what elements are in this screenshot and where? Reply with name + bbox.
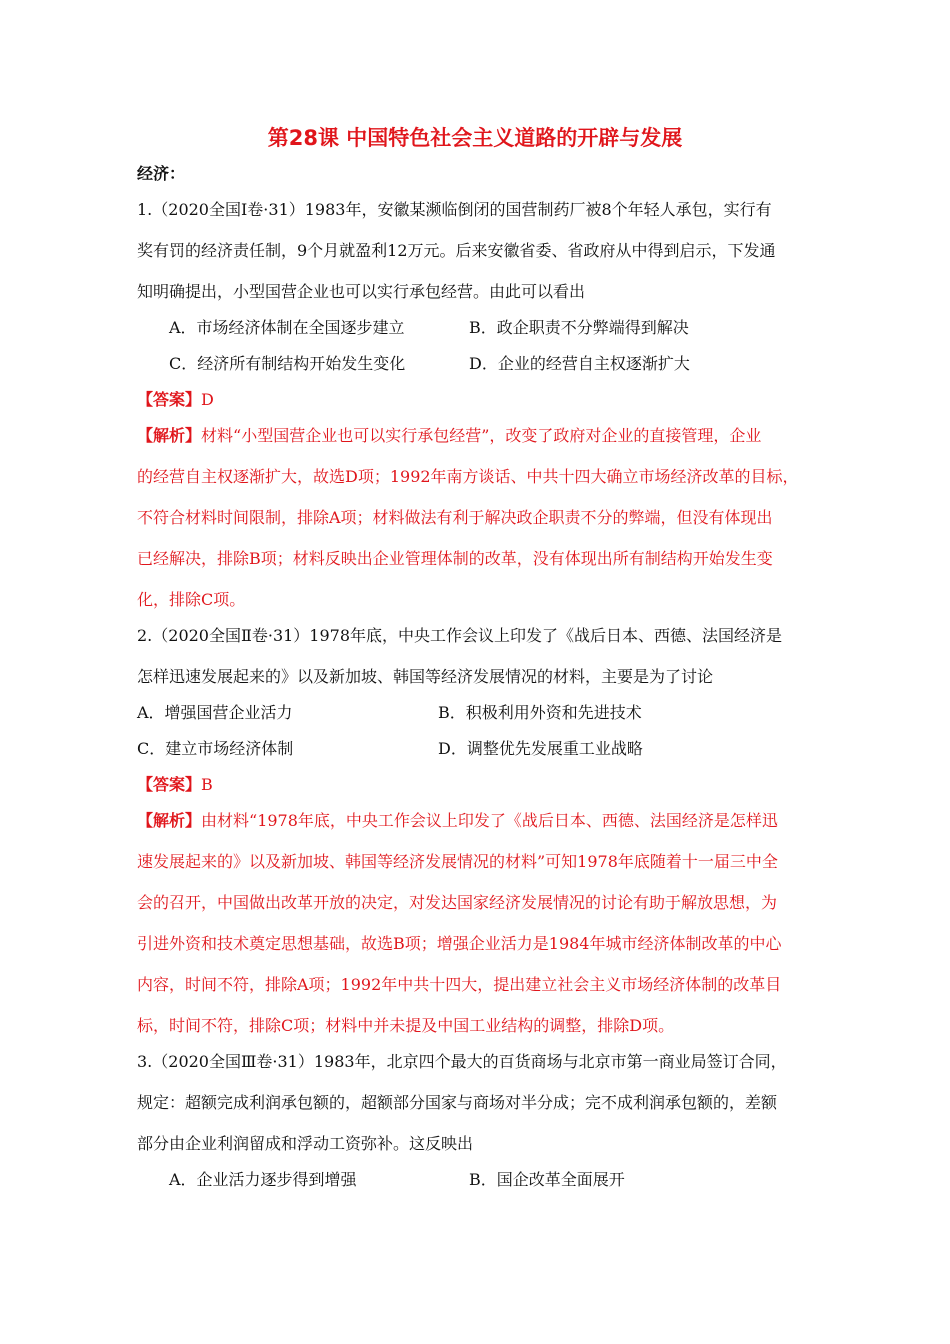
question-2-analysis-line-4: 引进外资和技术奠定思想基础，故选B项；增强企业活力是1984年城市经济体制改革的中心	[137, 934, 782, 953]
question-2-option-a: A．增强国营企业活力	[137, 703, 293, 722]
question-1-analysis-line-2: 的经营自主权逐渐扩大，故选D项；1992年南方谈话、中共十四大确立市场经济改革的目标，	[137, 467, 799, 486]
analysis-text: 材料“小型国营企业也可以实行承包经营”，改变了政府对企业的直接管理，企业	[201, 426, 762, 445]
question-2-option-b: B．积极利用外资和先进技术	[438, 703, 642, 722]
question-1-analysis-line-5: 化，排除C项。	[137, 590, 246, 609]
question-2-analysis-line-3: 会的召开，中国做出改革开放的决定，对发达国家经济发展情况的讨论有助于解放思想，为	[137, 893, 778, 912]
question-2-option-d: D．调整优先发展重工业战略	[438, 739, 643, 758]
question-3-line-1: 3.（2020全国Ⅲ卷·31）1983年，北京四个最大的百货商场与北京市第一商业局签订合同，	[137, 1052, 787, 1071]
question-1-line-2: 奖有罚的经济责任制，9个月就盈利12万元。后来安徽省委、省政府从中得到启示，下发通	[137, 241, 776, 260]
question-2-answer	[137, 774, 213, 796]
question-1-analysis-line-1	[137, 425, 761, 447]
question-2-analysis-line-2: 速发展起来的》以及新加坡、韩国等经济发展情况的材料”可知1978年底随着十一届三中全	[137, 852, 778, 871]
question-2-option-c: C．建立市场经济体制	[137, 739, 294, 758]
answer-tag: 【答案】	[137, 775, 202, 794]
question-2-line-2: 怎样迅速发展起来的》以及新加坡、韩国等经济发展情况的材料，主要是为了讨论	[137, 667, 714, 686]
question-2-analysis-line-6: 标，时间不符，排除C项；材料中并未提及中国工业结构的调整，排除D项。	[137, 1016, 675, 1035]
question-3-option-a: A．企业活力逐步得到增强	[169, 1170, 357, 1189]
answer-value: B	[201, 775, 213, 794]
question-1-option-a: A．市场经济体制在全国逐步建立	[169, 318, 405, 337]
question-1-line-1: 1.（2020全国Ⅰ卷·31）1983年，安徽某濒临倒闭的国营制药厂被8个年轻人承包，实行有	[137, 200, 772, 219]
question-2-analysis-line-5: 内容，时间不符，排除A项；1992年中共十四大，提出建立社会主义市场经济体制的改革目	[137, 975, 782, 994]
page-title: 第28课 中国特色社会主义道路的开辟与发展	[267, 126, 683, 150]
section-heading: 经济：	[137, 164, 186, 183]
answer-value: D	[201, 390, 214, 409]
question-1-analysis-line-3: 不符合材料时间限制，排除A项；材料做法有利于解决政企职责不分的弊端，但没有体现出	[137, 508, 773, 527]
question-1-option-b: B．政企职责不分弊端得到解决	[469, 318, 689, 337]
question-3-line-2: 规定：超额完成利润承包额的，超额部分国家与商场对半分成；完不成利润承包额的，差额	[137, 1093, 778, 1112]
question-2-analysis-line-1	[137, 810, 778, 832]
answer-tag: 【答案】	[137, 390, 202, 409]
question-1-option-c: C．经济所有制结构开始发生变化	[169, 354, 406, 373]
question-3-option-b: B．国企改革全面展开	[469, 1170, 625, 1189]
question-1-option-d: D．企业的经营自主权逐渐扩大	[469, 354, 690, 373]
question-1-analysis-line-4: 已经解决，排除B项；材料反映出企业管理体制的改革，没有体现出所有制结构开始发生变	[137, 549, 773, 568]
analysis-text: 由材料“1978年底，中央工作会议上印发了《战后日本、西德、法国经济是怎样迅	[201, 811, 778, 830]
question-1-line-3: 知明确提出，小型国营企业也可以实行承包经营。由此可以看出	[137, 282, 586, 301]
analysis-tag: 【解析】	[137, 426, 202, 445]
question-1-answer	[137, 389, 214, 411]
question-2-line-1: 2.（2020全国Ⅱ卷·31）1978年底，中央工作会议上印发了《战后日本、西德、法国经济是	[137, 626, 783, 645]
analysis-tag: 【解析】	[137, 811, 202, 830]
question-3-line-3: 部分由企业利润留成和浮动工资弥补。这反映出	[137, 1134, 474, 1153]
